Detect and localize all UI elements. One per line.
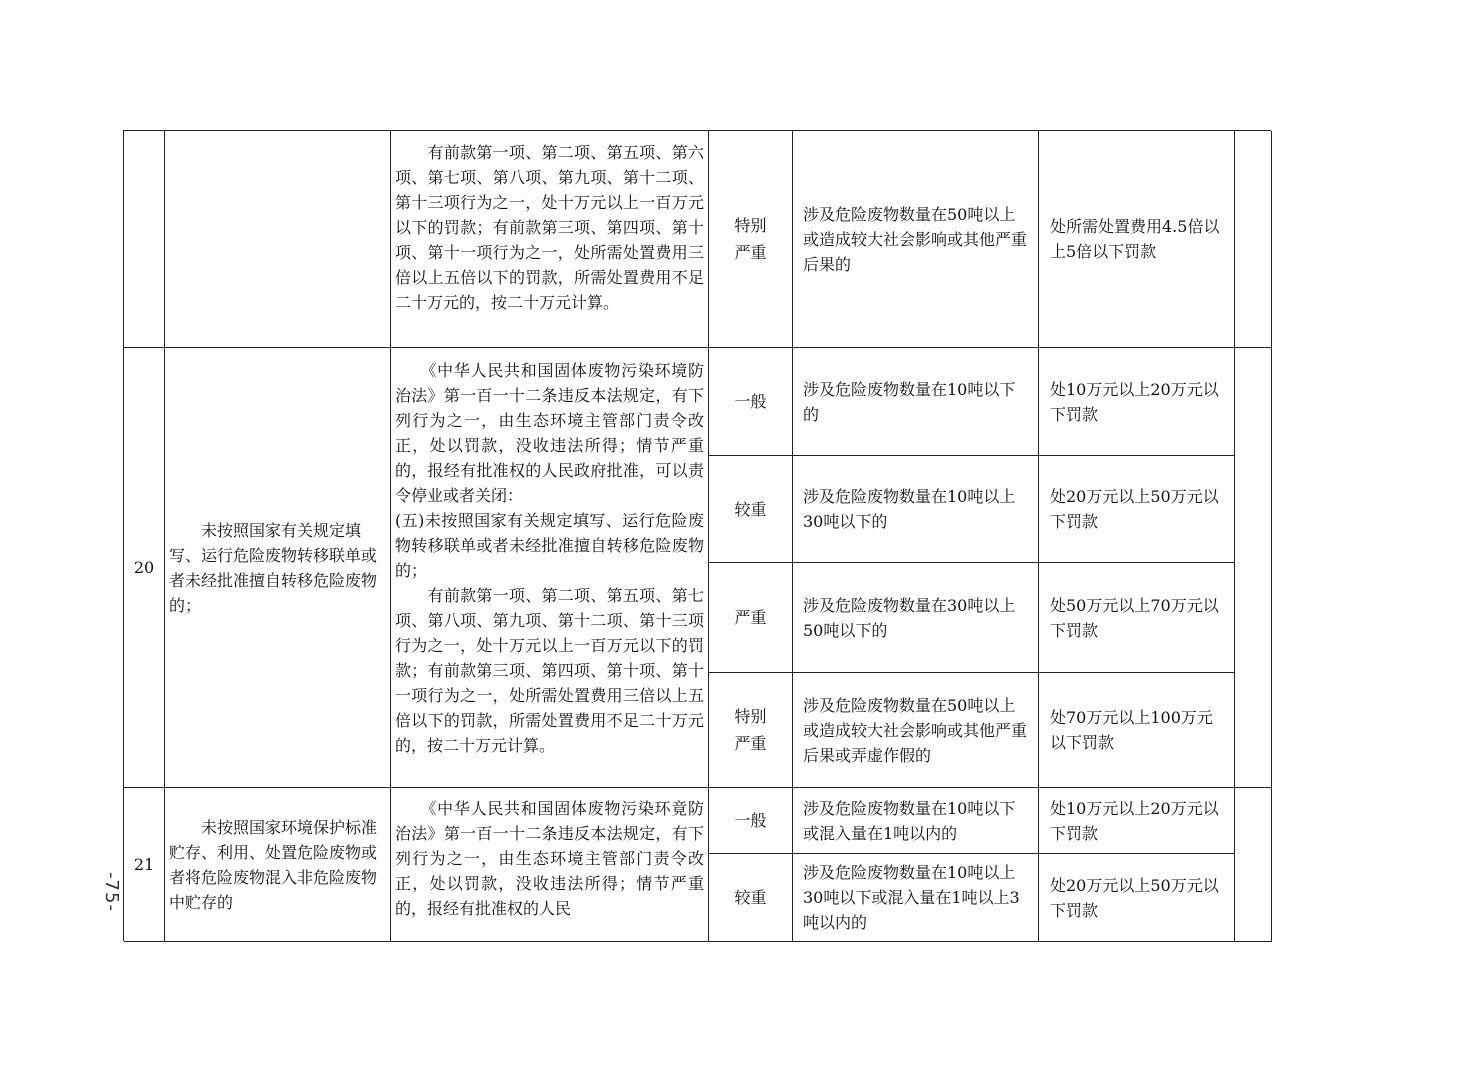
penalty-standard-table — [123, 130, 1271, 941]
row20-penalty-2: 处20万元以上50万元以下罚款 — [1039, 456, 1235, 563]
cont-severity-level: 特别 严重 — [709, 131, 793, 348]
row20-penalty-1: 处10万元以上20万元以下罚款 — [1039, 348, 1235, 456]
row20-remarks-cell — [1235, 348, 1272, 788]
cont-legal-basis: 有前款第一项、第二项、第五项、第六项、第七项、第八项、第九项、第十二项、第十三项行为之一，处十万元以上一百万元以下的罚款；有前款第三项、第四项、第十项、第十一项行为之一，处所需处置费用三倍以上五倍以下的罚款，所需处置费用不足二十万元的，按二十万元计算。 — [391, 131, 709, 348]
row21-remarks-cell — [1235, 788, 1272, 942]
row21-number: 21 — [124, 788, 165, 942]
row20-situation-4: 涉及危险废物数量在50吨以上或造成较大社会影响或其他严重后果或弄虚作假的 — [793, 673, 1039, 788]
cont-penalty-standard: 处所需处置费用4.5倍以上5倍以下罚款 — [1039, 131, 1235, 348]
row21-situation-1: 涉及危险废物数量在10吨以下或混入量在1吨以内的 — [793, 788, 1039, 854]
row20-legal-basis: 《中华人民共和国固体废物污染环境防治法》第一百一十二条违反本法规定，有下列行为之一，由生态环境主管部门责令改正，处以罚款，没收违法所得；情节严重的，报经有批准权的人民政府批准，可以责令停业或者关闭： (五)未按照国家有关规定填写、运行危险废物转移联单或者未经批准擅自转移危险废物的； 有前款第一项、第二项、第五项、第七项、第八项、第九项、第十二项、第十三项行为之一，处十万元以上一百万元以下的罚款；有前款第三项、第四项、第十项、第十一项行为之一，处所需处置费用三倍以上五倍以下的罚款，所需处置费用不足二十万元的，按二十万元计算。 — [391, 348, 709, 788]
row21-penalty-2: 处20万元以上50万元以下罚款 — [1039, 854, 1235, 942]
cont-name-cell — [165, 131, 391, 348]
row20-penalty-4: 处70万元以上100万元以下罚款 — [1039, 673, 1235, 788]
row21-level-2: 较重 — [709, 854, 793, 942]
row20-level-1: 一般 — [709, 348, 793, 456]
cont-violation-situation: 涉及危险废物数量在50吨以上或造成较大社会影响或其他严重后果的 — [793, 131, 1039, 348]
row20-level-2: 较重 — [709, 456, 793, 563]
row20-level-4: 特别 严重 — [709, 673, 793, 788]
row20-situation-1: 涉及危险废物数量在10吨以下的 — [793, 348, 1039, 456]
row21-penalty-1: 处10万元以上20万元以下罚款 — [1039, 788, 1235, 854]
row20-penalty-3: 处50万元以上70万元以下罚款 — [1039, 563, 1235, 673]
row20-violation-name: 未按照国家有关规定填写、运行危险废物转移联单或者未经批准擅自转移危险废物的； — [165, 348, 391, 788]
row21-violation-name: 未按照国家环境保护标准贮存、利用、处置危险废物或者将危险废物混入非危险废物中贮存的 — [165, 788, 391, 942]
row20-situation-2: 涉及危险废物数量在10吨以上30吨以下的 — [793, 456, 1039, 563]
row20-number: 20 — [124, 348, 165, 788]
page-number: -75- — [101, 872, 123, 912]
cont-number-cell — [124, 131, 165, 348]
row21-legal-basis: 《中华人民共和国固体废物污染环竟防治法》第一百一十二条违反本法规定，有下列行为之一，由生态环境主管部门责令改正，处以罚款，没收违法所得；情节严重的，报经有批准权的人民 — [391, 788, 709, 942]
row20-situation-3: 涉及危险废物数量在30吨以上50吨以下的 — [793, 563, 1039, 673]
cont-remarks-cell — [1235, 131, 1272, 348]
row20-level-3: 严重 — [709, 563, 793, 673]
row21-level-1: 一般 — [709, 788, 793, 854]
row21-situation-2: 涉及危险废物数量在10吨以上30吨以下或混入量在1吨以上3吨以内的 — [793, 854, 1039, 942]
